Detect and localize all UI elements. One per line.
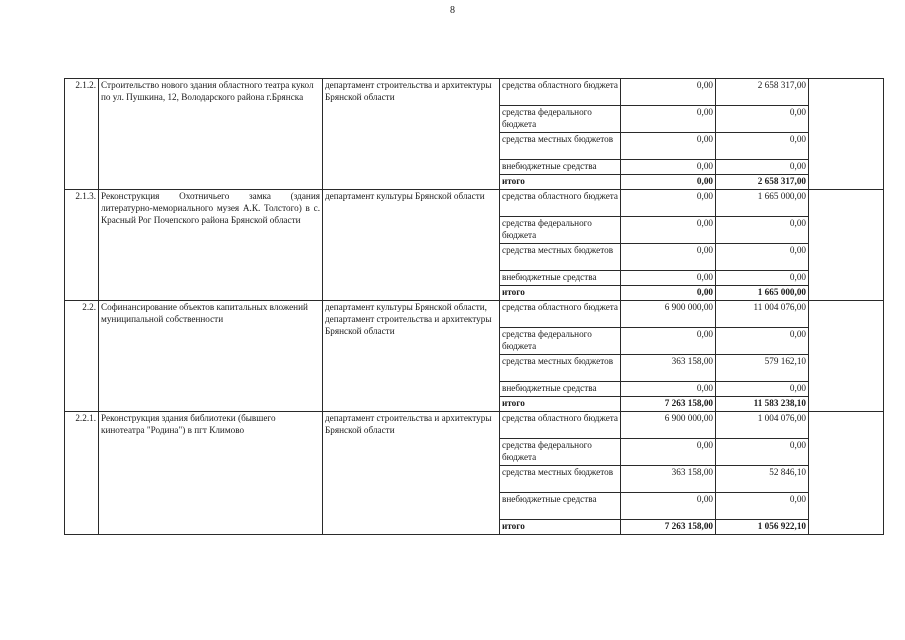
- amount-2: 0,00: [716, 217, 809, 244]
- amount-1: 363 158,00: [621, 355, 716, 382]
- amount-2: 11 004 076,00: [716, 301, 809, 328]
- funding-source: внебюджетные средства: [500, 493, 621, 520]
- amount-1: 363 158,00: [621, 466, 716, 493]
- amount-2: 0,00: [716, 493, 809, 520]
- amount-2: 579 162,10: [716, 355, 809, 382]
- funding-source: средства федерального бюджета: [500, 106, 621, 133]
- funding-source: внебюджетные средства: [500, 382, 621, 397]
- total-label: итого: [500, 520, 621, 535]
- amount-2: 0,00: [716, 271, 809, 286]
- row-code: 2.2.: [65, 301, 99, 412]
- row-code: 2.2.1.: [65, 412, 99, 535]
- funding-source: средства областного бюджета: [500, 79, 621, 106]
- object-name: Строительство нового здания областного театра кукол по ул. Пушкина, 12, Володарского района г.Брянска: [99, 79, 323, 190]
- row-code: 2.1.3.: [65, 190, 99, 301]
- blank-cell: [809, 412, 884, 535]
- amount-2: 1 665 000,00: [716, 190, 809, 217]
- funding-source: средства федерального бюджета: [500, 328, 621, 355]
- blank-cell: [809, 190, 884, 301]
- amount-1: 0,00: [621, 160, 716, 175]
- object-name: Реконструкция здания библиотеки (бывшего кинотеатра "Родина") в пгт Климово: [99, 412, 323, 535]
- amount-2: 0,00: [716, 106, 809, 133]
- object-name: Софинансирование объектов капитальных вложений муниципальной собственности: [99, 301, 323, 412]
- funding-source: внебюджетные средства: [500, 271, 621, 286]
- funding-source: средства областного бюджета: [500, 190, 621, 217]
- budget-table: [64, 78, 884, 535]
- amount-1: 0,00: [621, 439, 716, 466]
- amount-1: 0,00: [621, 106, 716, 133]
- row-code: 2.1.2.: [65, 79, 99, 190]
- total-label: итого: [500, 175, 621, 190]
- amount-2: 0,00: [716, 244, 809, 271]
- table-row: [65, 412, 884, 439]
- total-amount-2: 11 583 238,10: [716, 397, 809, 412]
- amount-2: 0,00: [716, 328, 809, 355]
- total-amount-2: 1 056 922,10: [716, 520, 809, 535]
- department: департамент культуры Брянской области, департамент строительства и архитектуры Брянской области: [323, 301, 500, 412]
- amount-2: 0,00: [716, 160, 809, 175]
- blank-cell: [809, 301, 884, 412]
- funding-source: средства местных бюджетов: [500, 355, 621, 382]
- funding-source: средства местных бюджетов: [500, 133, 621, 160]
- funding-source: средства федерального бюджета: [500, 217, 621, 244]
- amount-1: 0,00: [621, 382, 716, 397]
- amount-1: 0,00: [621, 190, 716, 217]
- funding-source: средства областного бюджета: [500, 301, 621, 328]
- total-amount-1: 0,00: [621, 175, 716, 190]
- amount-2: 0,00: [716, 439, 809, 466]
- amount-1: 0,00: [621, 328, 716, 355]
- amount-2: 52 846,10: [716, 466, 809, 493]
- amount-2: 0,00: [716, 133, 809, 160]
- total-amount-2: 2 658 317,00: [716, 175, 809, 190]
- department: департамент строительства и архитектуры Брянской области: [323, 412, 500, 535]
- amount-1: 0,00: [621, 271, 716, 286]
- funding-source: средства федерального бюджета: [500, 439, 621, 466]
- table-row: [65, 301, 884, 328]
- funding-source: средства областного бюджета: [500, 412, 621, 439]
- amount-2: 2 658 317,00: [716, 79, 809, 106]
- total-amount-1: 0,00: [621, 286, 716, 301]
- total-amount-1: 7 263 158,00: [621, 397, 716, 412]
- blank-cell: [809, 79, 884, 190]
- object-name: Реконструкция Охотничьего замка (здания литературно-мемориального музея А.К. Толстого) в с. Красный Рог Почепского района Брянской области: [99, 190, 323, 301]
- amount-1: 0,00: [621, 493, 716, 520]
- funding-source: средства местных бюджетов: [500, 466, 621, 493]
- funding-source: средства местных бюджетов: [500, 244, 621, 271]
- amount-1: 0,00: [621, 133, 716, 160]
- amount-1: 6 900 000,00: [621, 301, 716, 328]
- total-amount-1: 7 263 158,00: [621, 520, 716, 535]
- amount-1: 6 900 000,00: [621, 412, 716, 439]
- amount-2: 0,00: [716, 382, 809, 397]
- department: департамент строительства и архитектуры Брянской области: [323, 79, 500, 190]
- total-label: итого: [500, 397, 621, 412]
- amount-1: 0,00: [621, 79, 716, 106]
- amount-1: 0,00: [621, 217, 716, 244]
- funding-source: внебюджетные средства: [500, 160, 621, 175]
- page-number: 8: [450, 5, 455, 16]
- total-label: итого: [500, 286, 621, 301]
- amount-2: 1 004 076,00: [716, 412, 809, 439]
- table-row: [65, 190, 884, 217]
- amount-1: 0,00: [621, 244, 716, 271]
- total-amount-2: 1 665 000,00: [716, 286, 809, 301]
- table-row: [65, 79, 884, 106]
- department: департамент культуры Брянской области: [323, 190, 500, 301]
